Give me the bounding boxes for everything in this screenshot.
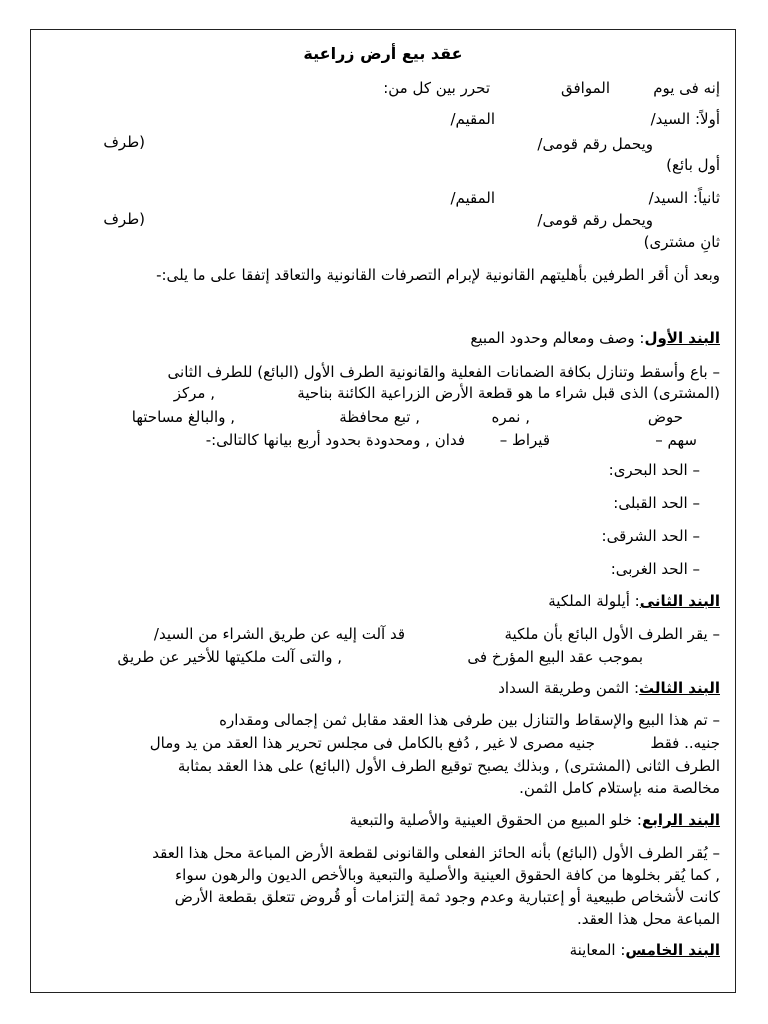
clause-4-line-4: المباعة محل هذا العقد. [576,910,720,928]
border-east: – الحد الشرقى: [601,527,700,545]
clause-3-line-1: – تم هذا البيع والإسقاط والتنازل بين طرفى هذا العقد مقابل ثمن إجمالى ومقداره [219,711,720,729]
clause-1-line-2: (المشترى) الذى قبل شراء ما هو قطعة الأرض الزراعية الكائنة بناحية [297,384,720,402]
clause-5-header [570,941,720,959]
intro-date: الموافق [560,79,610,97]
first-party-role-open: (طرف [103,133,145,151]
second-party-role-close: ثانِ مشترى) [643,233,720,251]
second-party-role-open: (طرف [103,210,145,228]
clause-1-governorate: , تبع محافظة [339,408,420,426]
document-title: عقد بيع أرض زراعية [303,44,463,63]
clause-4-header [350,811,720,829]
contract-page [30,29,736,993]
preamble: وبعد أن أقر الطرفين بأهليتهم القانونية لإبرام التصرفات القانونية والتعاقد إتفقا على ما يلى:- [156,266,720,284]
clause-1-sahm: سهم – [655,431,697,449]
clause-5-title: : المعاينة [569,941,626,959]
clause-4-line-2: , كما يُقر بخلوها من كافة الحقوق العينية والأصلية والتبعية وبالأخص الديون والرهون سواء [175,866,720,884]
first-party-resident: المقيم/ [450,110,495,128]
first-party-role-close: أول بائع) [666,156,720,174]
clause-1-title: : وصف ومعالم وحدود المبيع [470,329,645,347]
clause-1-header [470,329,720,347]
clause-2-title: : أيلولة الملكية [548,592,640,610]
clause-2-line-2b: , والتى آلت ملكيتها للأخير عن طريق [117,648,342,666]
second-party-national-id: ويحمل رقم قومى/ [537,211,653,229]
clause-4-title: : خلو المبيع من الحقوق العينية والأصلية والتبعية [349,811,642,829]
clause-1-number: , نمره [491,408,530,426]
border-south: – الحد القبلى: [613,494,700,512]
intro-day: إنه فى يوم [653,79,720,97]
clause-1-heading: البند الأول [644,329,720,347]
clause-3-header [498,679,720,697]
clause-4-line-1: – يُقر الطرف الأول (البائع) بأنه الحائز الفعلى والقانونى لقطعة الأرض المباعة محل هذا العقد [152,844,720,862]
second-party-resident: المقيم/ [450,189,495,207]
second-party-label: ثانياً: السيد/ [648,189,720,207]
border-west: – الحد الغربى: [610,560,700,578]
clause-1-markaz: , مركز [173,384,215,402]
clause-2-line-1b: قد آلت إليه عن طريق الشراء من السيد/ [153,625,405,643]
clause-2-header [548,592,720,610]
clause-3-line-4: مخالصة منه بإستلام كامل الثمن. [519,779,720,797]
clause-3-line-2a: جنيه.. فقط [650,734,720,752]
clause-1-hod: حوض [647,408,683,426]
clause-2-line-1a: – يقر الطرف الأول البائع بأن ملكية [504,625,720,643]
clause-2-heading: البند الثانى [639,592,720,610]
clause-3-line-3: الطرف الثانى (المشترى) , وبذلك يصبح توقيع الطرف الأول (البائع) على هذا العقد بمثابة [177,757,720,775]
clause-3-line-2b: جنيه مصرى لا غير , دُفع بالكامل فى مجلس تحرير هذا العقد من يد ومال [149,734,595,752]
clause-4-line-3: كانت لأشخاص طبيعية أو إعتبارية وعدم وجود ثمة إلتزامات أو قُروض تتعلق بقطعة الأرض [174,888,720,906]
first-party-national-id: ويحمل رقم قومى/ [537,135,653,153]
clause-5-heading: البند الخامس [625,941,720,959]
clause-1-area: , والبالغ مساحتها [131,408,235,426]
clause-1-line-1: – باع وأسقط وتنازل بكافة الضمانات الفعلية والقانونية الطرف الأول (البائع) للطرف الثانى [167,363,720,381]
clause-3-title: : الثمن وطريقة السداد [498,679,640,697]
border-north: – الحد البحرى: [608,461,700,479]
clause-3-heading: البند الثالث [639,679,720,697]
first-party-label: أولاً: السيد/ [650,110,720,128]
clause-4-heading: البند الرابع [641,811,720,829]
intro-parties: تحرر بين كل من: [383,79,490,97]
clause-2-line-2a: بموجب عقد البيع المؤرخ فى [467,648,643,666]
clause-1-feddan: فدان , ومحدودة بحدود أربع بيانها كالتالى:- [205,431,465,449]
clause-1-qirat: قيراط – [499,431,550,449]
